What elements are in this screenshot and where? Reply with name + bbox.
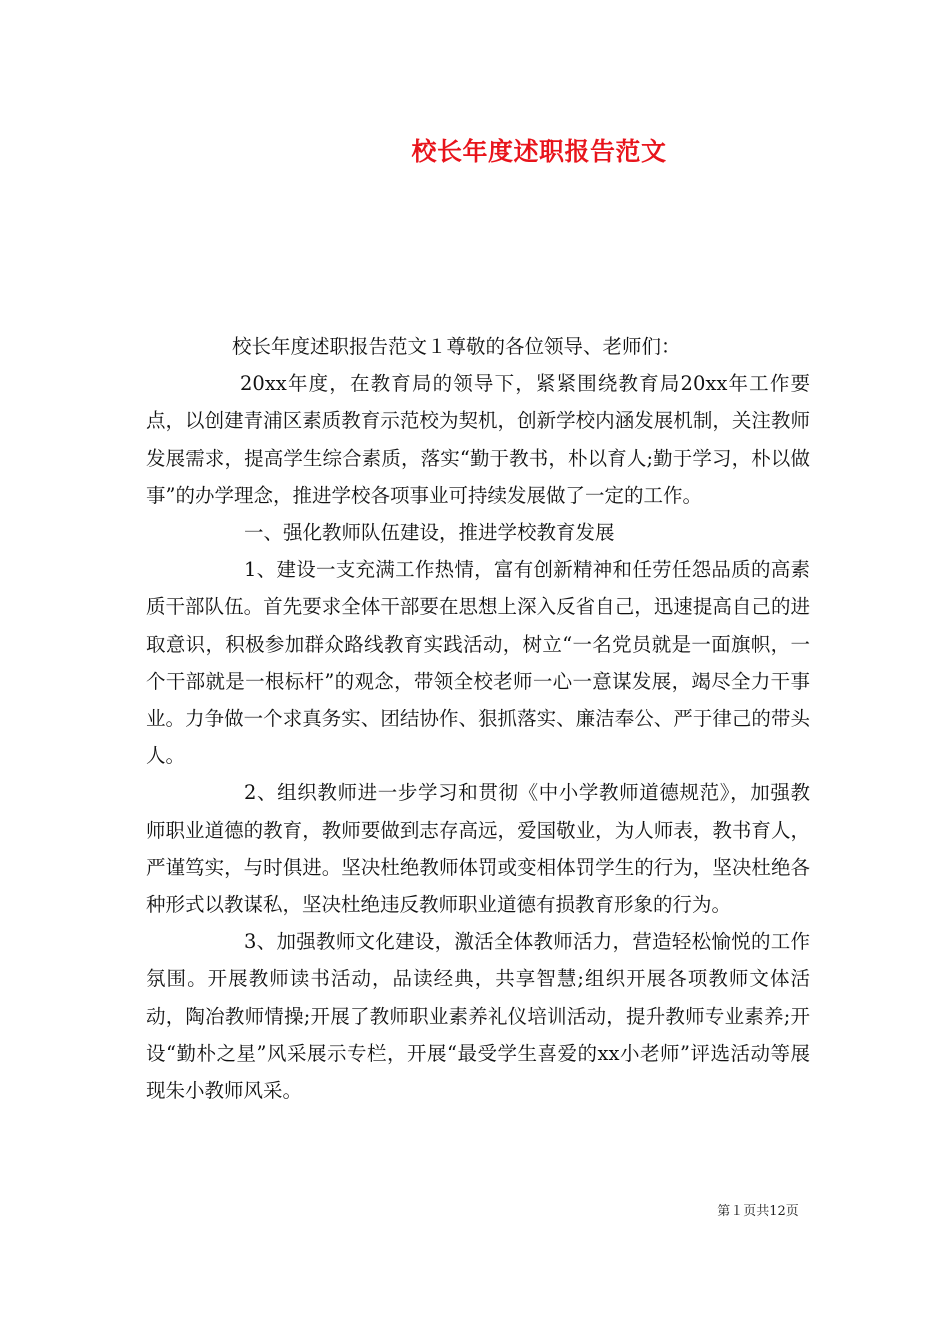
body-paragraph: 1、建设一支充满工作热情，富有创新精神和任劳任怨品质的高素质干部队伍。首先要求全体干部要在思想上深入反省自己，迅速提高自己的进取意识，积极参加群众路线教育实践活动，树立“一名党员就是一面旗帜，一个干部就是一根标杆”的观念，带领全校老师一心一意谋发展，竭尽全力干事业。力争做一个求真务实、团结协作、狠抓落实、廉洁奉公、严于律己的带头人。 <box>146 558 810 768</box>
document-body <box>146 328 810 1109</box>
body-paragraph: 3、加强教师文化建设，激活全体教师活力，营造轻松愉悦的工作氛围。开展教师读书活动，品读经典，共享智慧;组织开展各项教师文体活动，陶冶教师情操;开展了教师职业素养礼仪培训活动，提升教师专业素养;开设“勤朴之星”风采展示专栏，开展“最受学生喜爱的xx小老师”评选活动等展现朱小教师风采。 <box>146 930 810 1103</box>
intro-paragraph: 校长年度述职报告范文１尊敬的各位领导、老师们： <box>232 335 681 358</box>
page-title: 校长年度述职报告范文 <box>411 137 667 166</box>
body-paragraph: 20xx年度，在教育局的领导下，紧紧围绕教育局20xx年工作要点，以创建青浦区素质教育示范校为契机，创新学校内涵发展机制，关注教师发展需求，提高学生综合素质，落实“勤于教书，朴以育人;勤于学习，朴以做事”的办学理念，推进学校各项事业可持续发展做了一定的工作。 <box>146 372 810 507</box>
body-paragraph: 2、组织教师进一步学习和贯彻《中小学教师道德规范》，加强教师职业道德的教育，教师要做到志存高远，爱国敬业，为人师表，教书育人，严谨笃实，与时俱进。坚决杜绝教师体罚或变相体罚学生的行为，坚决杜绝各种形式以教谋私，坚决杜绝违反教师职业道德有损教育形象的行为。 <box>146 781 810 917</box>
page-number: 第１页共12页 <box>717 1204 799 1219</box>
section-heading: 一、强化教师队伍建设，推进学校教育发展 <box>244 521 615 545</box>
